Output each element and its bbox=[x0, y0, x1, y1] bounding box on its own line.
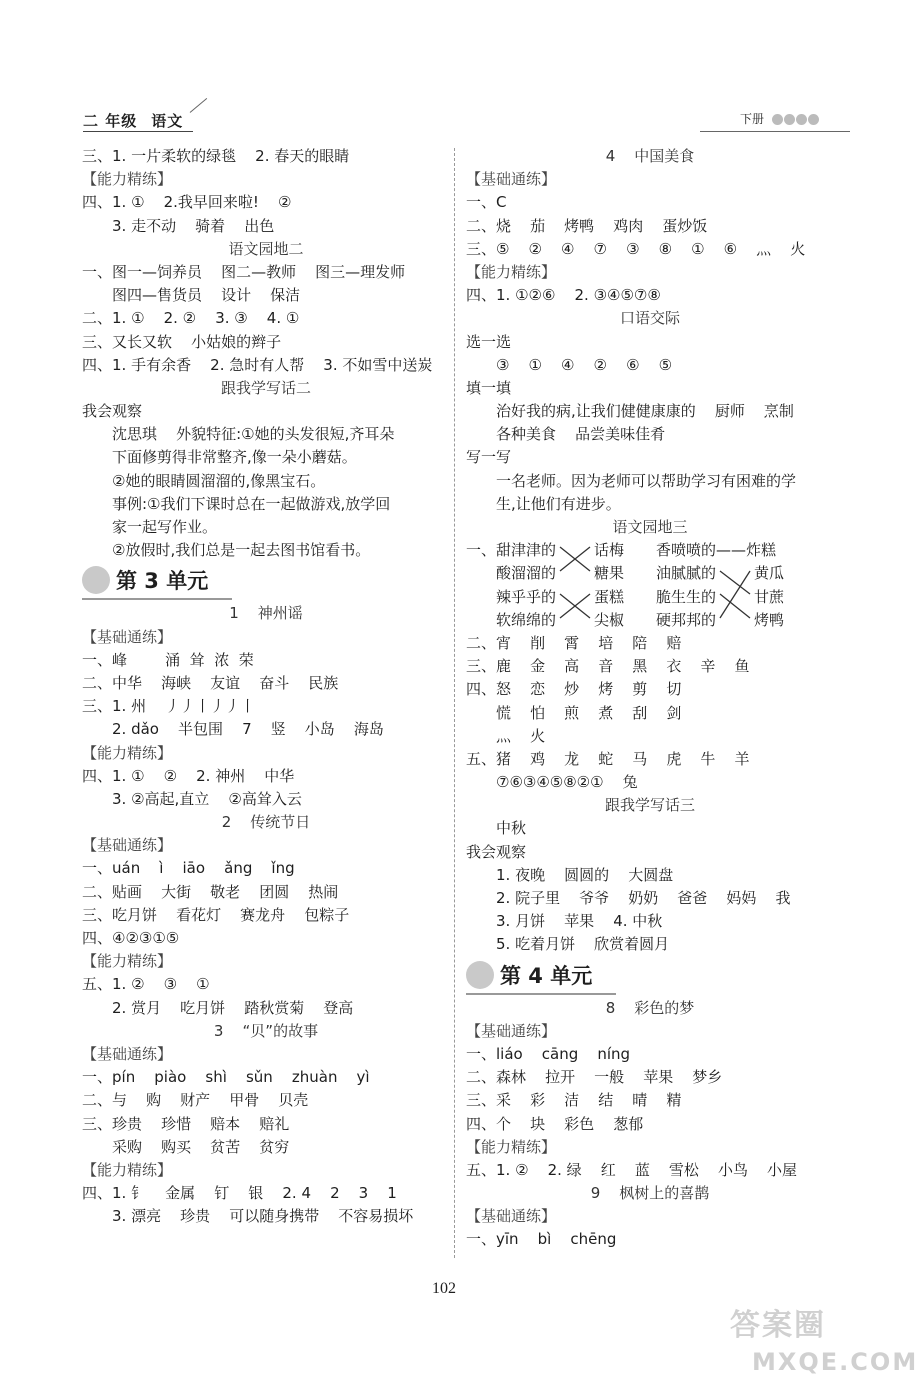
answer-line: ②她的眼睛圆溜溜的,像黑宝石。 bbox=[112, 471, 326, 490]
right-column bbox=[466, 145, 834, 1252]
header-grade-subject bbox=[83, 110, 197, 131]
match-left-item: 软绵绵的 bbox=[496, 610, 557, 629]
answer-line: 二、烧 茄 烤鸭 鸡肉 蛋炒饭 bbox=[466, 216, 708, 235]
answer-line: 四、1. 钅 金属 钉 银 2. 4 2 3 1 bbox=[82, 1184, 397, 1203]
lesson-title: 1 神州谣 bbox=[229, 604, 303, 623]
lesson-title: 4 中国美食 bbox=[605, 147, 695, 165]
answer-line: 三、吃月饼 看花灯 赛龙舟 包粽子 bbox=[82, 905, 350, 924]
answer-line: 三、采 彩 洁 结 晴 精 bbox=[466, 1091, 682, 1110]
section-tag: 【能力精练】 bbox=[466, 262, 557, 281]
answer-line: 家一起写作业。 bbox=[112, 518, 218, 536]
answer-line: 五、1. ② ③ ① bbox=[82, 975, 210, 994]
header-decoration-icon bbox=[772, 112, 820, 126]
answer-line: 灬 火 bbox=[496, 726, 546, 745]
answer-line: 一、pín piào shì sǔn zhuàn yì bbox=[82, 1068, 370, 1087]
answer-line: ②放假时,我们总是一起去图书馆看书。 bbox=[112, 541, 371, 560]
unit-4-title: 第 4 单元 bbox=[500, 963, 593, 988]
answer-line: 3. ②高起,直立 ②高耸入云 bbox=[112, 789, 302, 808]
answer-line: 沈思琪 外貌特征:①她的头发很短,齐耳朵 bbox=[112, 425, 395, 444]
unit-badge-icon bbox=[466, 961, 494, 989]
lesson-title: 2 传统节日 bbox=[221, 813, 311, 832]
unit-3-heading bbox=[82, 564, 450, 598]
answer-line: 五、猪 鸡 龙 蛇 马 虎 牛 羊 bbox=[466, 749, 750, 768]
answer-line: 四、1. 手有余香 2. 急时有人帮 3. 不如雪中送炭 bbox=[82, 355, 433, 374]
answer-line: 采购 购买 贫苦 贫穷 bbox=[112, 1137, 290, 1156]
answer-line: 写一写 bbox=[466, 448, 512, 467]
lesson-title: 3 “贝”的故事 bbox=[213, 1021, 319, 1040]
header-rule-left bbox=[83, 131, 193, 132]
header-rule-slant bbox=[190, 98, 207, 113]
column-divider bbox=[454, 148, 455, 1258]
header-rule-right bbox=[700, 131, 850, 132]
answer-line: 下面修剪得非常整齐,像一朵小蘑菇。 bbox=[112, 448, 357, 467]
answer-line: 四、1. ① ② 2. 神州 中华 bbox=[82, 766, 295, 785]
answer-line: 慌 怕 煎 煮 刮 剑 bbox=[496, 703, 682, 722]
answer-line: 一名老师。因为老师可以帮助学习有困难的学 bbox=[496, 471, 797, 490]
match-right-item: 甘蔗 bbox=[754, 587, 785, 606]
watermark-logo: 答案圈 bbox=[730, 1308, 826, 1343]
answer-line: 二、贴画 大街 敬老 团圆 热闹 bbox=[82, 882, 339, 901]
section-tag: 【能力精练】 bbox=[466, 1137, 557, 1156]
unit-underline bbox=[82, 598, 232, 600]
match-left-item: 辣乎乎的 bbox=[496, 587, 557, 606]
match-right-item: 话梅 bbox=[594, 541, 625, 560]
answer-line: 二、与 购 财产 甲骨 贝壳 bbox=[82, 1091, 309, 1110]
answer-line: 2. 院子里 爷爷 奶奶 爸爸 妈妈 我 bbox=[496, 889, 791, 908]
answer-line: 二、宵 削 霄 培 陪 赔 bbox=[466, 633, 682, 652]
match-right-item: 蛋糕 bbox=[594, 587, 625, 606]
answer-line: 四、1. ①②⑥ 2. ③④⑤⑦⑧ bbox=[466, 286, 661, 305]
match-left-item: 油腻腻的 bbox=[656, 564, 717, 583]
answer-line: 3. 月饼 苹果 4. 中秋 bbox=[496, 912, 663, 931]
unit-4-heading bbox=[466, 959, 834, 993]
matching-exercise bbox=[466, 539, 834, 632]
answer-line: 一、yīn bì chēng bbox=[466, 1230, 617, 1249]
answer-line: 五、1. ② 2. 绿 红 蓝 雪松 小鸟 小屋 bbox=[466, 1160, 798, 1179]
unit-badge-icon bbox=[82, 566, 110, 594]
answer-line: 选一选 bbox=[466, 332, 512, 351]
answer-line: 一、uán ì iāo ǎng ǐng bbox=[82, 859, 295, 878]
unit-3-title: 第 3 单元 bbox=[116, 569, 209, 594]
header-volume-area bbox=[740, 110, 820, 127]
answer-line: 四、1. ① 2.我早回来啦! ② bbox=[82, 193, 292, 212]
section-tag: 【基础通练】 bbox=[82, 627, 173, 646]
answer-line: 三、⑤ ② ④ ⑦ ③ ⑧ ① ⑥ 灬 火 bbox=[466, 239, 806, 258]
answer-line: 一、峰 涌 耸 浓 荣 bbox=[82, 650, 254, 669]
answer-line: 三、鹿 金 高 音 黑 衣 辛 鱼 bbox=[466, 657, 750, 676]
answer-line: 一、liáo cāng níng bbox=[466, 1044, 631, 1063]
section-title: 跟我学写话三 bbox=[604, 796, 695, 815]
page-number: 102 bbox=[432, 1280, 456, 1297]
answer-line: 2. dǎo 半包围 7 竖 小岛 海岛 bbox=[112, 720, 384, 739]
answer-line: 二、中华 海峡 友谊 奋斗 民族 bbox=[82, 673, 339, 692]
section-tag: 【基础通练】 bbox=[466, 1021, 557, 1040]
answer-line: 一、C bbox=[466, 193, 507, 212]
answer-line: 四、个 块 彩色 葱郁 bbox=[466, 1114, 644, 1133]
section-tag: 【能力精练】 bbox=[82, 1160, 173, 1179]
answer-line: 一、图一—饲养员 图二—教师 图三—理发师 bbox=[82, 262, 406, 281]
section-tag: 【能力精练】 bbox=[82, 952, 173, 971]
header-subject: 语文 bbox=[151, 112, 184, 130]
match-left-item: 脆生生的 bbox=[656, 587, 717, 606]
section-title: 跟我学写话二 bbox=[220, 378, 311, 397]
answer-line: 中秋 bbox=[496, 819, 527, 838]
answer-line: 治好我的病,让我们健健康康的 厨师 烹制 bbox=[496, 402, 794, 421]
match-left-item: 酸溜溜的 bbox=[496, 564, 557, 583]
section-tag: 【基础通练】 bbox=[466, 170, 557, 189]
match-left-item: 一、甜津津的 bbox=[466, 541, 557, 560]
match-right-item: 尖椒 bbox=[594, 610, 625, 629]
answer-line: 各种美食 品尝美味佳肴 bbox=[496, 425, 666, 444]
section-title: 语文园地三 bbox=[612, 518, 688, 536]
section-tag: 【基础通练】 bbox=[82, 836, 173, 855]
section-tag: 【能力精练】 bbox=[82, 743, 173, 762]
watermark-url: MXQE.COM bbox=[752, 1348, 918, 1376]
unit-underline bbox=[466, 993, 616, 995]
answer-line: 5. 吃着月饼 欣赏着圆月 bbox=[496, 935, 670, 954]
section-title: 语文园地二 bbox=[228, 239, 304, 258]
answer-line: 三、又长又软 小姑娘的辫子 bbox=[82, 332, 282, 351]
answer-line: 二、1. ① 2. ② 3. ③ 4. ① bbox=[82, 309, 300, 328]
answer-line: 3. 漂亮 珍贵 可以随身携带 不容易损坏 bbox=[112, 1207, 414, 1226]
left-column bbox=[82, 145, 450, 1228]
section-tag: 【能力精练】 bbox=[82, 170, 173, 189]
answer-line: ③ ① ④ ② ⑥ ⑤ bbox=[496, 355, 673, 374]
match-right-item: 黄瓜 bbox=[754, 564, 785, 583]
answer-line: 四、怒 恋 炒 烤 剪 切 bbox=[466, 680, 682, 699]
header-grade: 二 年级 bbox=[83, 112, 138, 130]
match-right-item: 烤鸭 bbox=[754, 610, 785, 629]
section-tag: 【基础通练】 bbox=[466, 1207, 557, 1226]
match-left-item: 香喷喷的——炸糕 bbox=[656, 541, 777, 560]
answer-line: 填一填 bbox=[466, 378, 512, 397]
section-title: 口语交际 bbox=[619, 309, 680, 328]
header-volume: 下册 bbox=[740, 112, 765, 126]
answer-line: 四、④②③①⑤ bbox=[82, 929, 180, 947]
answer-line: 1. 夜晚 圆圆的 大圆盘 bbox=[496, 865, 674, 884]
answer-line: ⑦⑥③④⑤⑧②① 兔 bbox=[496, 773, 638, 792]
section-tag: 【基础通练】 bbox=[82, 1044, 173, 1063]
match-left-item: 硬邦邦的 bbox=[656, 610, 717, 629]
answer-line: 三、珍贵 珍惜 赔本 赔礼 bbox=[82, 1114, 290, 1133]
answer-line: 二、森林 拉开 一般 苹果 梦乡 bbox=[466, 1068, 723, 1087]
lesson-title: 8 彩色的梦 bbox=[605, 998, 695, 1017]
answer-line: 3. 走不动 骑着 出色 bbox=[112, 216, 275, 235]
answer-line: 2. 赏月 吃月饼 踏秋赏菊 登高 bbox=[112, 998, 354, 1017]
answer-line: 我会观察 bbox=[466, 842, 527, 861]
answer-line: 三、1. 州 丿丿丨丿丿丨 bbox=[82, 697, 256, 716]
answer-line: 我会观察 bbox=[82, 402, 143, 421]
answer-line: 图四—售货员 设计 保洁 bbox=[112, 286, 301, 305]
lesson-title: 9 枫树上的喜鹊 bbox=[590, 1184, 710, 1203]
answer-line: 生,让他们有进步。 bbox=[496, 494, 621, 513]
answer-line: 事例:①我们下课时总在一起做游戏,放学回 bbox=[112, 494, 391, 513]
answer-line: 三、1. 一片柔软的绿毯 2. 春天的眼睛 bbox=[82, 147, 350, 165]
match-right-item: 糖果 bbox=[594, 564, 625, 583]
